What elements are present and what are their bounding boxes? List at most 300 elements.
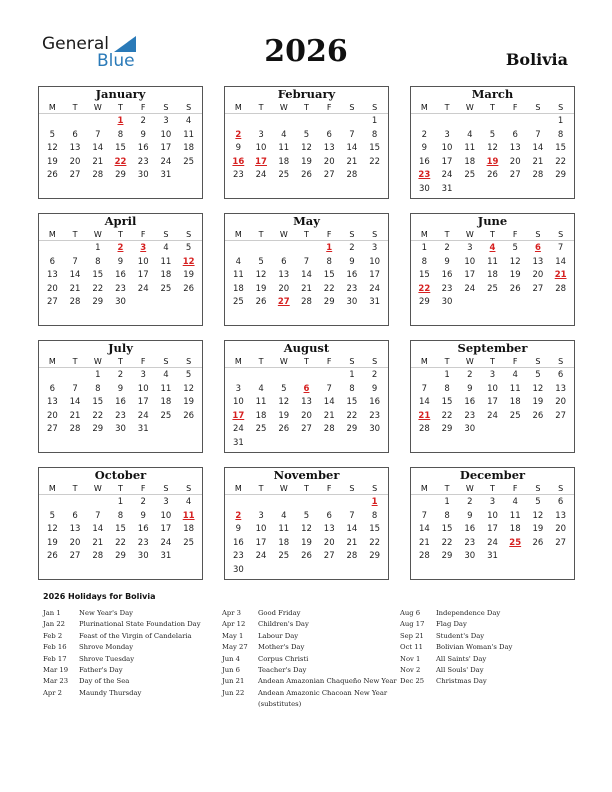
weekday-label: T [490, 103, 495, 112]
weekday-header [39, 229, 202, 241]
weekday-label: M [420, 103, 428, 112]
empty-day-cell [41, 369, 64, 383]
day-cell: 1 [421, 243, 428, 253]
holiday-date: Jan 22 [43, 620, 65, 629]
empty-day-cell [86, 496, 109, 510]
day-cell: 6 [557, 370, 564, 380]
day-cell: 18 [278, 537, 290, 548]
empty-day-cell [272, 115, 295, 129]
day-cell: 26 [301, 551, 312, 561]
day-cell: 7 [421, 383, 428, 394]
day-cell: 15 [369, 143, 381, 153]
day-cell: 8 [444, 383, 450, 394]
empty-day-cell [250, 369, 273, 383]
day-cell: 8 [95, 256, 101, 267]
empty-day-cell [318, 115, 341, 129]
day-cell: 4 [185, 497, 192, 507]
day-cell: 5 [49, 129, 56, 140]
holiday-name: All Souls' Day [436, 666, 484, 675]
holiday-name: All Saints' Day [436, 654, 487, 663]
weekday-label: M [234, 484, 242, 493]
day-cell: 28 [69, 424, 81, 434]
weekday-label: T [258, 484, 264, 493]
day-cell: 4 [512, 497, 518, 507]
day-cell: 18 [160, 397, 172, 407]
holiday-column [43, 608, 218, 699]
holiday-row [222, 642, 397, 653]
day-cell: 13 [555, 383, 567, 394]
day-cell: 15 [555, 143, 567, 153]
weekday-label: T [258, 357, 264, 366]
day-cell: 28 [323, 424, 335, 434]
holiday-row [222, 654, 397, 665]
day-cell: 1 [95, 243, 101, 253]
day-cell: 5 [489, 129, 496, 140]
day-cell: 4 [235, 256, 242, 267]
day-cell: 25 [160, 283, 172, 294]
day-cell: 20 [323, 156, 335, 167]
day-cell: 6 [49, 256, 56, 267]
weekday-label: S [163, 230, 169, 239]
weekday-label: T [72, 484, 78, 493]
holiday-date: Jun 21 [222, 677, 245, 686]
day-cell: 29 [441, 551, 453, 561]
holiday-date: Feb 2 [43, 631, 63, 640]
day-cell: 8 [95, 383, 101, 394]
month-february [224, 86, 389, 199]
day-cell: 3 [163, 116, 169, 126]
empty-day-cell [458, 115, 481, 129]
weekday-label: W [93, 230, 102, 239]
empty-day-cell [272, 242, 295, 256]
day-cell: 14 [555, 256, 567, 267]
weekday-label: S [186, 357, 192, 366]
day-cell: 10 [441, 143, 453, 153]
weekday-label: W [279, 357, 288, 366]
day-cell: 13 [69, 524, 81, 534]
day-cell: 23 [137, 156, 149, 167]
empty-day-cell [341, 496, 364, 510]
day-cell: 9 [140, 510, 146, 521]
day-cell: 14 [346, 143, 358, 153]
day-grid [39, 114, 202, 183]
day-cell: 22 [369, 537, 381, 548]
empty-day-cell [295, 496, 318, 510]
day-cell: 24 [487, 537, 498, 548]
day-cell: 25 [183, 156, 195, 167]
day-cell: 2 [444, 243, 450, 253]
weekday-label: M [420, 230, 428, 239]
empty-day-cell [527, 115, 550, 129]
day-cell: 25 [509, 410, 521, 421]
day-cell: 9 [349, 256, 355, 267]
day-cell: 17 [160, 524, 172, 534]
day-grid [411, 114, 574, 196]
day-cell: 9 [235, 524, 242, 534]
day-cell: 3 [489, 370, 496, 380]
day-cell: 23 [137, 537, 149, 548]
day-cell: 13 [46, 397, 58, 407]
day-cell: 13 [555, 510, 567, 521]
day-cell: 18 [464, 156, 476, 167]
day-cell: 4 [258, 383, 264, 394]
day-cell: 19 [46, 537, 58, 548]
day-cell: 17 [255, 537, 267, 548]
empty-day-cell [250, 242, 273, 256]
empty-day-cell [341, 115, 364, 129]
day-cell: 24 [487, 410, 498, 421]
weekday-label: T [304, 230, 309, 239]
day-cell: 13 [301, 397, 312, 407]
day-cell: 29 [555, 170, 567, 180]
day-cell: 16 [418, 156, 430, 167]
day-cell: 2 [349, 243, 355, 253]
day-cell: 26 [301, 170, 312, 180]
empty-day-cell [64, 369, 87, 383]
day-cell: 21 [69, 283, 81, 294]
month-december [410, 467, 575, 580]
day-grid [411, 368, 574, 437]
day-cell: 3 [258, 129, 264, 140]
day-cell: 7 [535, 129, 541, 140]
holiday-list [43, 592, 583, 709]
empty-day-cell [64, 242, 87, 256]
day-cell: 29 [115, 170, 126, 180]
month-november [224, 467, 389, 580]
month-title: October [94, 468, 147, 482]
holiday-day-cell: 22 [418, 283, 431, 294]
holiday-list-title: 2026 Holidays for Bolivia [43, 592, 156, 601]
weekday-label: F [326, 103, 332, 112]
day-cell: 25 [255, 424, 267, 434]
day-cell: 12 [487, 143, 498, 153]
day-grid [225, 495, 388, 577]
day-cell: 17 [487, 524, 498, 534]
day-cell: 17 [160, 143, 172, 153]
day-cell: 26 [532, 537, 544, 548]
month-march [410, 86, 575, 199]
day-cell: 1 [117, 497, 124, 507]
day-cell: 30 [232, 564, 244, 575]
holiday-name: Good Friday [258, 609, 301, 617]
day-cell: 11 [278, 524, 290, 534]
day-cell: 14 [301, 270, 312, 280]
day-cell: 12 [278, 397, 290, 407]
month-title: March [471, 87, 514, 101]
month-title: May [293, 214, 320, 228]
day-cell: 15 [92, 397, 104, 407]
holiday-name: Mother's Day [258, 643, 305, 652]
day-cell: 9 [467, 383, 473, 394]
weekday-header [411, 356, 574, 368]
weekday-label: S [186, 484, 192, 493]
weekday-label: W [465, 230, 474, 239]
month-april [38, 213, 203, 326]
day-cell: 12 [509, 256, 521, 267]
holiday-day-cell: 12 [182, 256, 195, 267]
holiday-name: Independence Day [436, 609, 501, 617]
day-cell: 9 [371, 383, 378, 394]
holiday-row [222, 665, 397, 676]
day-cell: 19 [255, 283, 267, 294]
weekday-label: S [372, 103, 378, 112]
day-cell: 16 [464, 397, 476, 407]
day-cell: 28 [346, 551, 358, 561]
day-cell: 8 [371, 129, 378, 140]
day-cell: 15 [369, 524, 381, 534]
day-cell: 9 [117, 256, 124, 267]
holiday-name: New Year's Day [79, 609, 134, 617]
weekday-label: S [558, 103, 564, 112]
day-cell: 6 [326, 510, 332, 521]
day-cell: 31 [369, 297, 381, 307]
day-cell: 8 [117, 510, 124, 521]
holiday-row [222, 676, 397, 687]
day-cell: 19 [532, 397, 544, 407]
day-cell: 27 [301, 424, 312, 434]
weekday-label: W [465, 103, 474, 112]
day-cell: 18 [160, 270, 172, 280]
day-cell: 16 [115, 397, 126, 407]
day-cell: 6 [281, 256, 287, 267]
holiday-date: Sep 21 [400, 631, 424, 640]
day-cell: 5 [281, 383, 287, 394]
weekday-label: S [535, 484, 541, 493]
weekday-header [225, 356, 388, 368]
holiday-day-cell: 17 [255, 156, 267, 167]
weekday-label: M [234, 103, 242, 112]
day-cell: 28 [532, 170, 544, 180]
weekday-label: S [163, 484, 169, 493]
month-title: January [95, 87, 146, 101]
logo-blue-text: Blue [97, 51, 135, 71]
day-cell: 16 [369, 397, 381, 407]
empty-day-cell [227, 369, 250, 383]
day-cell: 22 [115, 537, 126, 548]
day-cell: 24 [255, 551, 267, 561]
day-cell: 24 [160, 156, 172, 167]
day-cell: 4 [163, 243, 169, 253]
day-cell: 19 [301, 537, 312, 548]
day-cell: 10 [255, 524, 267, 534]
holiday-day-cell: 19 [486, 156, 499, 167]
day-cell: 30 [369, 424, 381, 434]
weekday-label: S [349, 103, 355, 112]
day-cell: 16 [346, 270, 358, 280]
day-cell: 31 [137, 424, 149, 434]
holiday-day-cell: 1 [326, 243, 333, 253]
empty-day-cell [41, 115, 64, 129]
day-cell: 29 [323, 297, 335, 307]
weekday-label: F [512, 357, 518, 366]
weekday-label: S [349, 484, 355, 493]
day-cell: 18 [278, 156, 290, 167]
weekday-label: T [490, 357, 495, 366]
day-cell: 22 [369, 156, 381, 167]
empty-day-cell [436, 115, 459, 129]
day-cell: 23 [115, 283, 126, 294]
day-cell: 16 [115, 270, 126, 280]
day-cell: 4 [281, 510, 287, 521]
day-cell: 10 [137, 383, 149, 394]
day-cell: 24 [464, 283, 476, 294]
day-cell: 5 [258, 256, 264, 267]
day-cell: 30 [441, 297, 453, 307]
day-cell: 15 [115, 524, 126, 534]
weekday-label: T [444, 357, 450, 366]
day-cell: 29 [369, 551, 381, 561]
month-title: November [273, 468, 340, 482]
weekday-label: T [304, 357, 309, 366]
day-cell: 24 [232, 424, 244, 434]
weekday-label: T [118, 103, 123, 112]
day-cell: 26 [532, 410, 544, 421]
day-cell: 13 [69, 143, 81, 153]
holiday-row [43, 608, 218, 619]
weekday-label: T [258, 103, 264, 112]
weekday-label: M [48, 357, 56, 366]
weekday-label: S [558, 230, 564, 239]
day-cell: 20 [323, 537, 335, 548]
day-cell: 4 [163, 370, 169, 380]
holiday-day-cell: 21 [418, 410, 431, 421]
day-cell: 26 [278, 424, 290, 434]
weekday-label: T [118, 484, 123, 493]
day-cell: 5 [185, 243, 192, 253]
weekday-label: F [512, 230, 518, 239]
day-cell: 31 [441, 183, 453, 194]
day-cell: 23 [115, 410, 126, 421]
day-cell: 7 [303, 256, 310, 267]
holiday-date: Nov 2 [400, 666, 421, 675]
day-cell: 25 [183, 537, 195, 548]
day-cell: 6 [557, 497, 564, 507]
day-cell: 21 [301, 283, 312, 294]
day-cell: 15 [441, 397, 453, 407]
day-cell: 11 [509, 510, 521, 521]
holiday-day-cell: 23 [418, 170, 431, 180]
day-cell: 20 [555, 524, 567, 534]
day-cell: 22 [441, 537, 453, 548]
empty-day-cell [227, 242, 250, 256]
day-cell: 5 [303, 510, 310, 521]
day-cell: 17 [137, 270, 149, 280]
day-cell: 13 [278, 270, 290, 280]
holiday-day-cell: 16 [232, 156, 245, 167]
weekday-label: S [186, 103, 192, 112]
day-cell: 29 [346, 424, 358, 434]
day-cell: 23 [464, 537, 476, 548]
day-grid [225, 114, 388, 183]
empty-day-cell [481, 115, 504, 129]
holiday-name: Corpus Christi [258, 654, 309, 663]
empty-day-cell [272, 496, 295, 510]
holiday-row [222, 688, 397, 711]
month-title: September [457, 341, 528, 355]
day-cell: 20 [69, 537, 81, 548]
day-cell: 25 [464, 170, 476, 180]
holiday-day-cell: 6 [534, 243, 541, 253]
day-cell: 17 [369, 270, 381, 280]
day-cell: 2 [140, 116, 146, 126]
weekday-label: W [465, 357, 474, 366]
empty-day-cell [41, 242, 64, 256]
day-cell: 24 [255, 170, 267, 180]
day-cell: 27 [555, 537, 567, 548]
day-cell: 3 [489, 497, 496, 507]
weekday-label: T [72, 357, 78, 366]
day-cell: 12 [255, 270, 267, 280]
weekday-header [411, 229, 574, 241]
day-cell: 18 [509, 397, 521, 407]
holiday-row [43, 665, 218, 676]
day-cell: 9 [117, 383, 124, 394]
weekday-label: F [326, 484, 332, 493]
day-cell: 27 [46, 297, 58, 307]
day-cell: 27 [69, 170, 81, 180]
day-cell: 19 [278, 410, 290, 421]
holiday-day-cell: 22 [114, 156, 127, 167]
day-cell: 21 [92, 537, 104, 548]
day-cell: 20 [301, 410, 312, 421]
day-cell: 16 [137, 524, 149, 534]
weekday-label: S [535, 357, 541, 366]
day-cell: 6 [512, 129, 518, 140]
day-cell: 5 [512, 243, 518, 253]
logo-general-text: General [42, 34, 109, 54]
day-cell: 26 [487, 170, 498, 180]
day-cell: 21 [346, 537, 358, 548]
day-cell: 29 [418, 297, 430, 307]
day-cell: 5 [303, 129, 310, 140]
day-cell: 22 [92, 283, 104, 294]
day-cell: 11 [160, 383, 172, 394]
day-cell: 10 [137, 256, 149, 267]
day-cell: 3 [163, 497, 169, 507]
day-cell: 18 [255, 410, 267, 421]
holiday-day-cell: 2 [235, 129, 242, 140]
weekday-label: S [558, 357, 564, 366]
empty-day-cell [64, 496, 87, 510]
holiday-name: Student's Day [436, 631, 485, 640]
day-cell: 30 [115, 297, 126, 307]
day-cell: 14 [323, 397, 335, 407]
weekday-header [411, 102, 574, 114]
holiday-row [400, 654, 575, 665]
weekday-label: T [490, 230, 495, 239]
day-cell: 21 [346, 156, 358, 167]
holiday-row [43, 619, 218, 630]
holiday-day-cell: 3 [140, 243, 147, 253]
day-cell: 27 [46, 424, 58, 434]
day-cell: 22 [441, 410, 453, 421]
day-cell: 22 [346, 410, 358, 421]
holiday-date: Jun 6 [222, 666, 240, 675]
holiday-name: Teacher's Day [258, 666, 307, 675]
holiday-date: Nov 1 [400, 654, 421, 663]
day-grid [411, 495, 574, 564]
day-cell: 1 [444, 370, 450, 380]
day-cell: 15 [92, 270, 104, 280]
day-cell: 5 [535, 370, 541, 380]
day-cell: 1 [557, 116, 564, 126]
holiday-day-cell: 1 [117, 116, 124, 126]
day-cell: 6 [72, 510, 78, 521]
day-cell: 24 [137, 283, 149, 294]
holiday-date: Apr 2 [43, 688, 62, 697]
holiday-date: Aug 17 [400, 620, 425, 629]
weekday-label: M [420, 484, 428, 493]
